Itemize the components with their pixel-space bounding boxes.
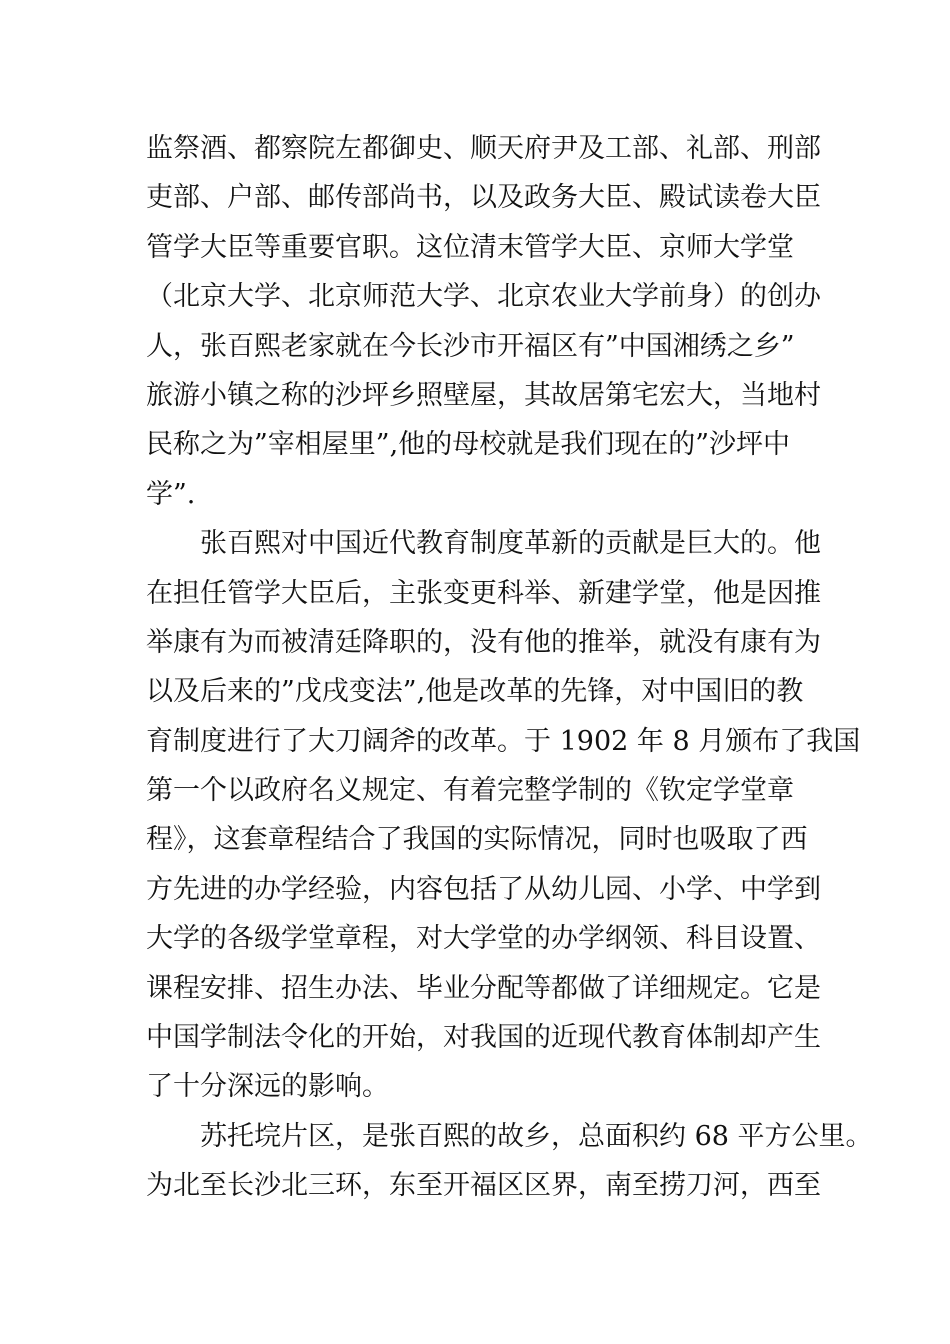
text-line: 第一个以政府名义规定、有着完整学制的《钦定学堂章 xyxy=(146,775,794,807)
text-line: 人，张百熙老家就在今长沙市开福区有”中国湘绣之乡” xyxy=(146,330,795,362)
text-line: （北京大学、北京师范大学、北京农业大学前身）的创办 xyxy=(146,281,821,313)
text-line: 监祭酒、都察院左都御史、顺天府尹及工部、礼部、刑部 xyxy=(146,133,821,164)
text-line: 大学的各级学堂章程，对大学堂的办学纲领、科目设置、 xyxy=(146,923,821,955)
text-line: 在担任管学大臣后，主张变更科举、新建学堂，他是因推 xyxy=(146,577,821,609)
text-line: 民称之为”宰相屋里”,他的母校就是我们现在的”沙坪中 xyxy=(146,429,790,461)
body-text xyxy=(146,124,873,1211)
text-line: 方先进的办学经验，内容包括了从幼儿园、小学、中学到 xyxy=(146,873,821,905)
text-line: 吏部、户部、邮传部尚书，以及政务大臣、殿试读卷大臣 xyxy=(146,182,821,214)
text-line: 学”. xyxy=(146,478,196,510)
paragraph-start-line: 苏托垸片区，是张百熙的故乡，总面积约 68 平方公里。 xyxy=(200,1120,873,1152)
text-line: 程》，这套章程结合了我国的实际情况，同时也吸取了西 xyxy=(146,824,808,856)
text-line: 课程安排、招生办法、毕业分配等都做了详细规定。它是 xyxy=(146,972,821,1004)
paragraph-start-line: 张百熙对中国近代教育制度革新的贡献是巨大的。他 xyxy=(200,528,821,560)
text-line: 举康有为而被清廷降职的，没有他的推举，就没有康有为 xyxy=(146,626,821,658)
text-line: 中国学制法令化的开始，对我国的近现代教育体制却产生 xyxy=(146,1022,821,1054)
text-line: 以及后来的”戊戌变法”,他是改革的先锋，对中国旧的教 xyxy=(146,676,804,708)
text-line: 育制度进行了大刀阔斧的改革。于 1902 年 8 月颁布了我国 xyxy=(146,725,861,757)
text-line: 管学大臣等重要官职。这位清末管学大臣、京师大学堂 xyxy=(146,231,794,263)
text-line: 旅游小镇之称的沙坪乡照壁屋，其故居第宅宏大，当地村 xyxy=(146,379,821,411)
text-line: 了十分深远的影响。 xyxy=(146,1071,389,1103)
text-line: 为北至长沙北三环，东至开福区区界，南至捞刀河，西至 xyxy=(146,1170,821,1202)
